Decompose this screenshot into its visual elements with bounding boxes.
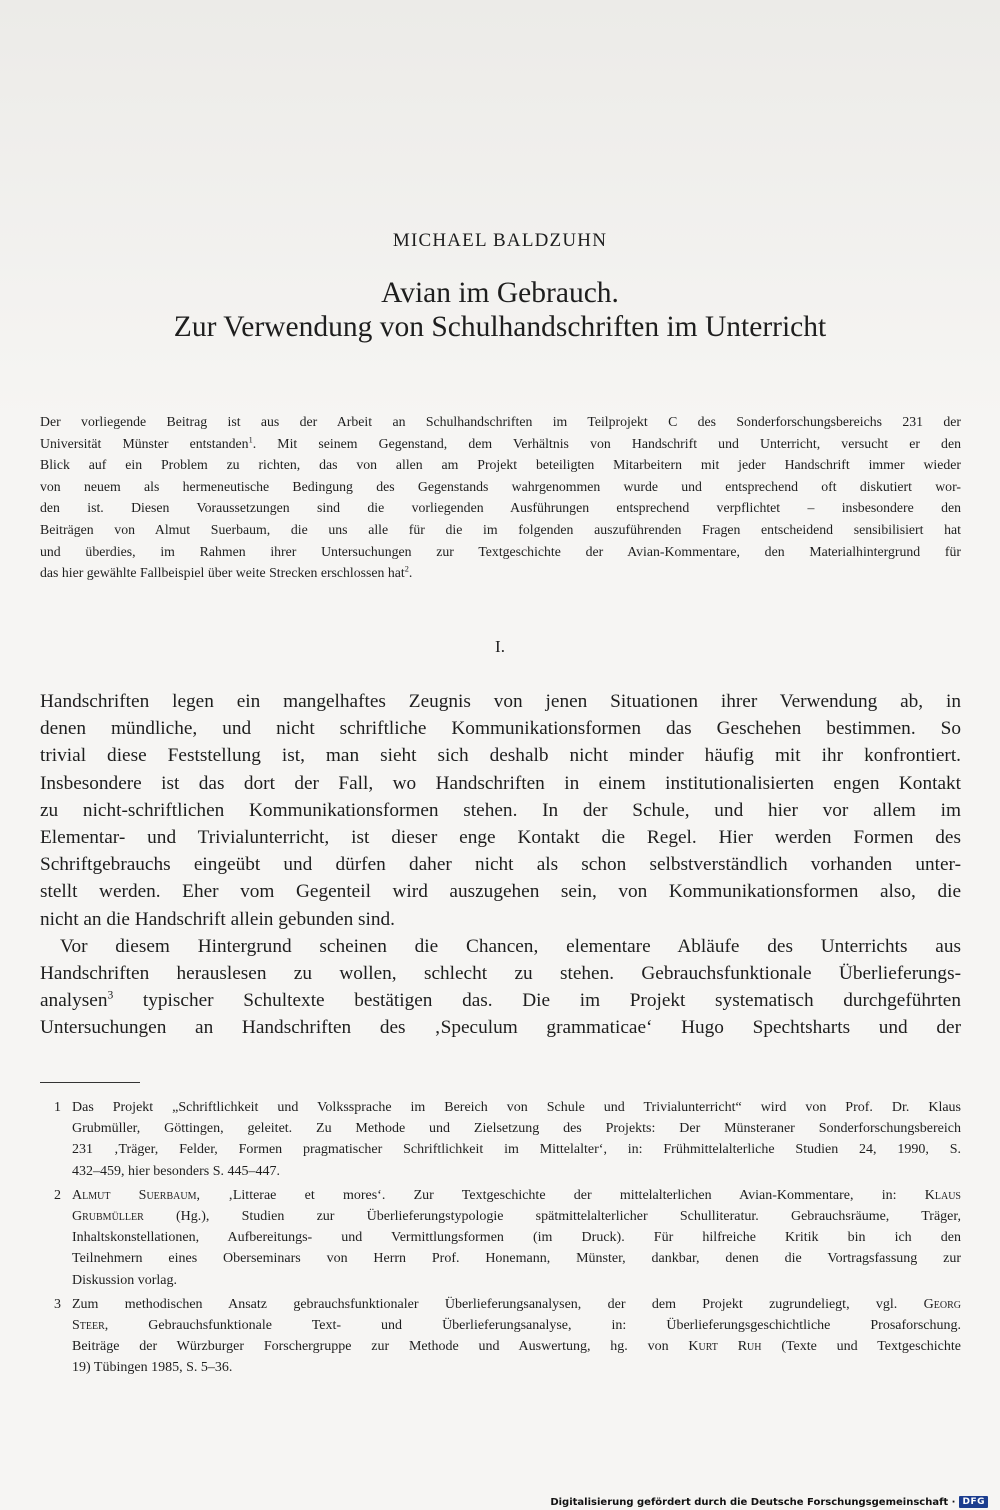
footnote-line: Das Projekt „Schriftlichkeit und Volkssprache im Bereich von Schule und Trivialunterricht“ wird von Prof. Dr. Klaus [72,1100,961,1115]
footnote-line: Beiträge der Würzburger Forschergruppe zur Methode und Auswertung, hg. von Kurt Ruh (Texte und Textgeschichte [72,1339,961,1355]
body-text [40,688,961,1042]
footnote-line: 19) Tübingen 1985, S. 5–36. [72,1360,233,1376]
body-line: zu nicht-schriftlichen Kommunikationsformen stehen. In der Schule, und hier vor allem im [40,799,961,821]
cited-author-first: Georg [923,1296,961,1312]
footnote-line: 432–459, hier besonders S. 445–447. [72,1163,281,1179]
abstract-line: Beiträgen von Almut Suerbaum, die uns alle für die im folgenden auszuführenden Fragen entscheidend sensibilisiert hat [40,521,961,537]
title-line-2: Zur Verwendung von Schulhandschriften im Unterricht [173,311,827,343]
footnote-separator [40,1082,140,1083]
footnote-line: Grubmüller (Hg.), Studien zur Überlieferungstypologie spätmittelalterlicher Schulliteratur. Gebrauchsräume, Träger, [72,1209,961,1225]
body-line: trivial diese Feststellung ist, man sieht sich deshalb nicht minder häufig mit ihr konfrontiert. [40,745,961,767]
footnote-ref-3: 3 [107,988,114,1002]
footnote-line: Steer, Gebrauchsfunktionale Text- und Überlieferungsanalyse, in: Überlieferungsgeschichtliche Prosaforschung. [72,1318,961,1334]
cited-editor-first: Klaus [924,1187,961,1203]
footer-text: Digitalisierung gefördert durch die Deutsche Forschungsgemeinschaft · [550,1496,956,1508]
body-line: Schriftgebrauchs eingeübt und dürfen daher nicht als schon selbstverständlich vorhanden unter- [40,854,961,876]
footnote-line: Almut Suerbaum, ‚Litterae et mores‘. Zur Textgeschichte der mittelalterlichen Avian-Kommentare, in: Klaus [72,1187,961,1203]
cited-author: Almut Suerbaum [72,1187,197,1203]
body-line: analysen$^3$ typischer Schultexte bestätigen das. Die im Projekt systematisch durchgeführten [40,988,961,1012]
body-line: stellt werden. Eher vom Gegenteil wird auszugehen sein, von Kommunikationsformen also, die [40,881,961,903]
footnotes [54,1097,961,1382]
digitization-footer [550,1496,988,1508]
body-line: Vor diesem Hintergrund scheinen die Chancen, elementare Abläufe des Unterrichts aus [60,935,961,957]
footnote-1 [54,1097,961,1182]
body-line: denen mündliche, und nicht schriftliche Kommunikationsformen das Geschehen bestimmen. So [40,718,961,740]
abstract [40,411,961,584]
section-number: I. [495,637,505,656]
footnote-number: 3 [54,1296,61,1312]
cited-editor: Kurt Ruh [688,1339,762,1355]
footnote-line: Teilnehmern eines Oberseminars von Herrn Prof. Honemann, Münster, dankbar, denen die Vortragsfassung zur [72,1251,961,1267]
article-title [0,276,1000,344]
abstract-line: Blick auf ein Problem zu richten, das von allen am Projekt beteiligten Mitarbeitern mit jeder Handschrift immer wieder [40,457,961,473]
author-name: MICHAEL BALDZUHN [392,230,608,251]
footnote-line: Inhaltskonstellationen, Aufbereitungs- und Vermittlungsformen (im Druck). Für hilfreiche Kritik bin ich den [72,1230,961,1246]
abstract-line: das hier gewählte Fallbeispiel über weite Strecken erschlossen hat$^2$. [40,564,413,581]
footnote-ref-2: 2 [404,564,409,574]
footnote-line: Grubmüller, Göttingen, geleitet. Zu Methode und Zielsetzung des Projekts: Der Münsteraner Sonderforschungsbereich [72,1121,961,1137]
body-line: Untersuchungen an Handschriften des ‚Speculum grammaticae‘ Hugo Spechtsharts und der [40,1017,961,1039]
abstract-line: Der vorliegende Beitrag ist aus der Arbeit an Schulhandschriften im Teilprojekt C des Sonderforschungsbereichs 231 der [40,414,961,429]
footnote-line: Zum methodischen Ansatz gebrauchsfunktionaler Überlieferungsanalysen, der dem Projekt zugrundeliegt, vgl. Georg [72,1296,961,1312]
cited-editor-last: Grubmüller [72,1209,144,1225]
cited-author-last: Steer [72,1318,105,1334]
footnote-number: 2 [54,1187,61,1203]
body-line: nicht an die Handschrift allein gebunden sind. [40,908,395,930]
abstract-line: den ist. Diesen Voraussetzungen sind die vorliegenden Ausführungen entsprechend verpflichtet – insbesondere den [40,500,961,516]
footnote-2 [54,1185,961,1291]
footnote-number: 1 [54,1100,61,1115]
footnote-3 [54,1294,961,1379]
footnote-line: 231 ‚Träger, Felder, Formen pragmatischer Schriftlichkeit im Mittelalter‘, in: Frühmittelalterliche Studien 24, 1990, S. [72,1142,961,1158]
dfg-logo: DFG [959,1496,988,1508]
footnote-ref-1: 1 [248,435,253,444]
abstract-line: Universität Münster entstanden$^1$. Mit seinem Gegenstand, dem Verhältnis von Handschrift und Unterricht, versucht er den [40,435,961,451]
body-line: Handschriften herauslesen zu wollen, schlecht zu stehen. Gebrauchsfunktionale Überlieferungs- [40,963,961,985]
title-line-1: Avian im Gebrauch. [381,277,619,309]
body-line: Insbesondere ist das dort der Fall, wo Handschriften in einem institutionalisierten engen Kontakt [40,772,961,794]
footnote-line: Diskussion vorlag. [72,1272,177,1288]
body-line: Elementar- und Trivialunterricht, ist dieser enge Kontakt die Regel. Hier werden Formen des [40,827,961,849]
abstract-line: von neuem als hermeneutische Bedingung des Gegenstands wahrgenommen wurde und entsprechend oft diskutiert wor- [40,478,961,494]
body-line: Handschriften legen ein mangelhaftes Zeugnis von jenen Situationen ihrer Verwendung ab, in [40,691,961,712]
abstract-line: und überdies, im Rahmen ihrer Untersuchungen zur Textgeschichte der Avian-Kommentare, den Materialhintergrund für [40,543,961,559]
